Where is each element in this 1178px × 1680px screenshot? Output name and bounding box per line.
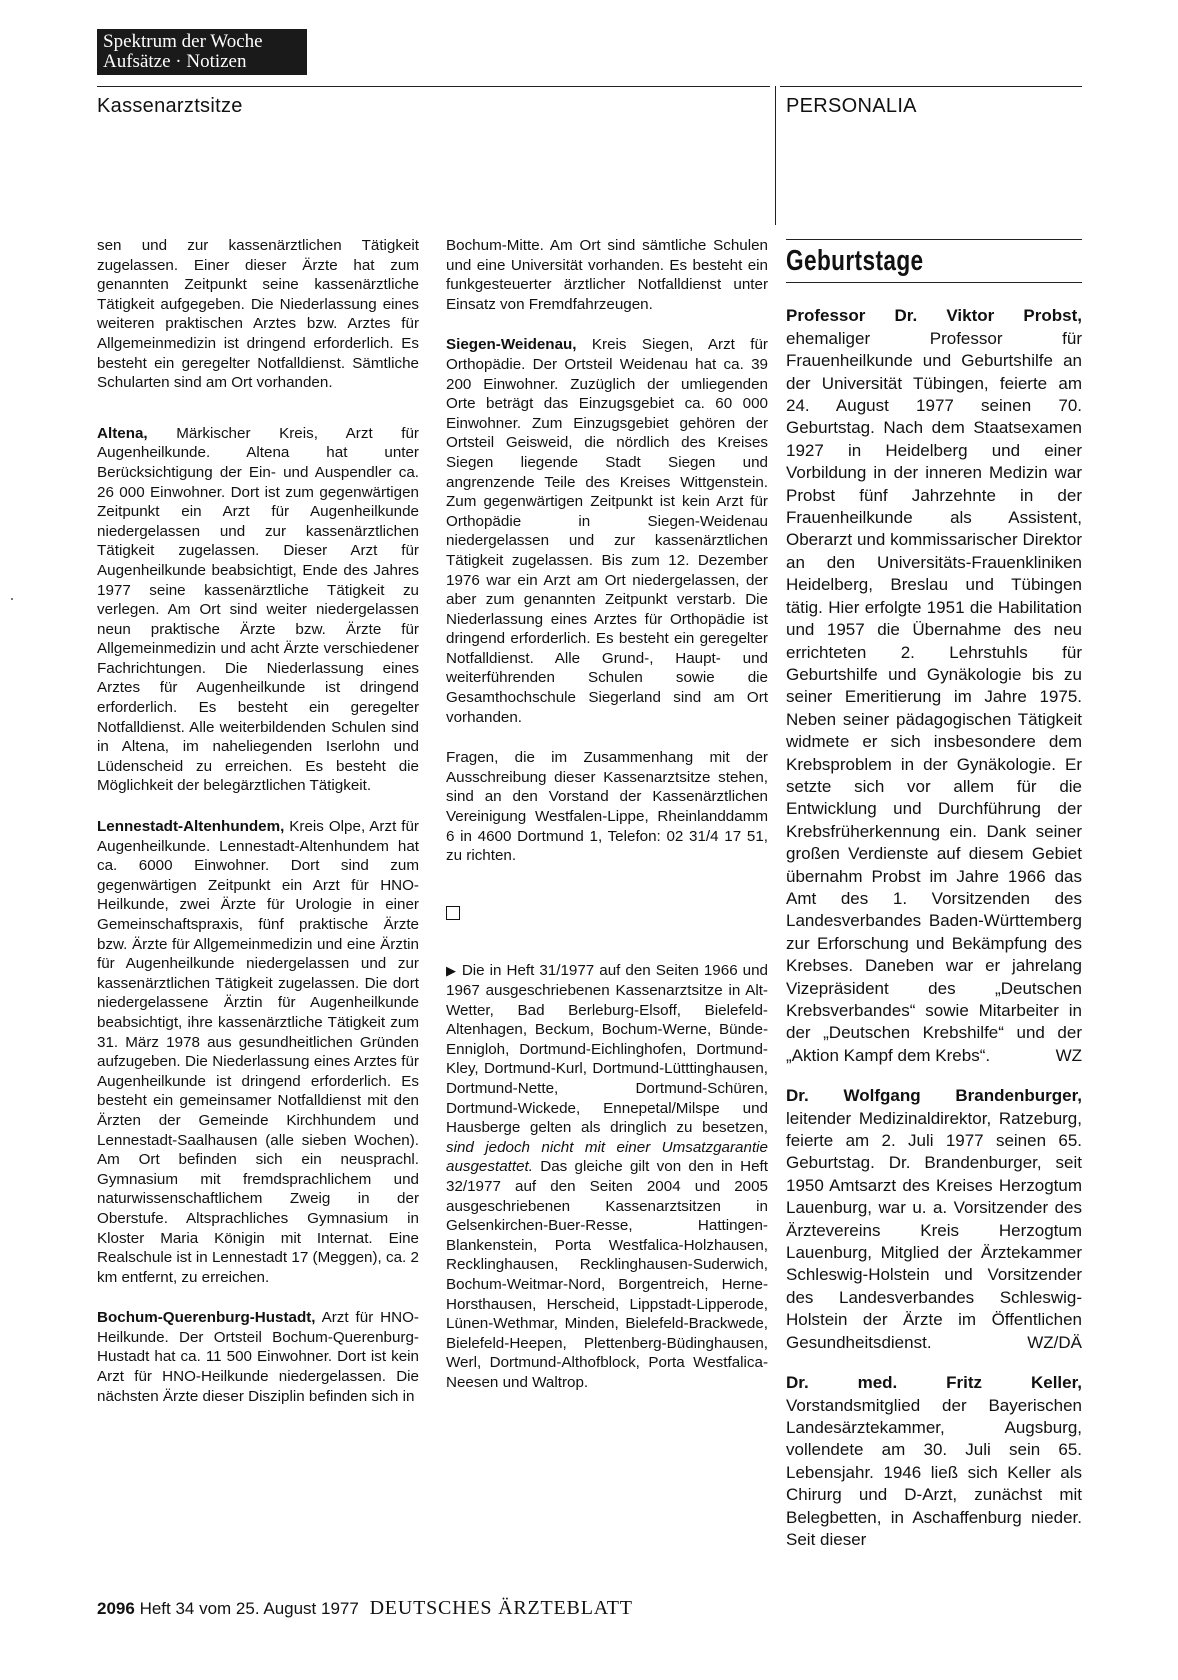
listing-location: Lennestadt-Altenhundem, [97,818,285,836]
section-title-kassenarztsitze: Kassenarztsitze [97,95,243,117]
paragraph [446,236,768,314]
author-signature: WZ [1055,1045,1082,1065]
entry-text: ehemaliger Professor für Frauenheilkunde und Geburtshilfe an der Universität Tübingen, feierte am 24. August 1977 seinen 70. Geburtstag. Nach dem Staatsexamen 1927 in Heidelberg und einer Vorbildung in der inneren Medizin war Probst fünf Jahrzehnte in der Frauenheilkunde als Assistent, Oberarzt und kommissarischer Direktor an den Universitäts-Frauenkliniken Heidelberg, Breslau und Tübingen tätig. Hier erfolgte 1951 die Habilitation und 1957 die Übernahme des neu errichteten 2. Lehrstuhls für Geburtshilfe und Gynäkologie bis zu seiner Emeritierung im Jahre 1975. Neben seiner pädagogischen Tätigkeit widmete er sich insbesondere dem Krebsproblem in der Gynäkologie. Er setzte sich vor allem für die Entwicklung und Durchführung der Krebsfrüherkennung ein. Dank seiner großen Verdienste auf diesem Gebiet übernahm Probst im Jahre 1966 das Amt des 1. Vorsitzenden des Landesverbandes Baden-Württemberg zur Erforschung und Bekämpfung des Krebses. Daneben war er jahrelang Vizepräsident des „Deutschen Krebsverbandes“ sowie Mitarbeiter in der „Deutschen Krebshilfe“ und der „Aktion Kampf dem Krebs“. [786,328,1082,1065]
listing-location: Siegen-Weidenau, [446,336,577,354]
section-title-personalia: PERSONALIA [786,95,917,117]
column-1 [97,236,419,1427]
listing-location: Bochum-Querenburg-Hustadt, [97,1309,316,1327]
notice-emphasis: sind jedoch nicht mit einer Umsatzgarantie ausgestattet. [446,1138,768,1176]
birthday-entry-probst [786,305,1082,1067]
listing-text: Arzt für HNO-Heilkunde. Der Ortsteil Bochum-Querenburg-Hustadt hat ca. 11 500 Einwohner. Dort ist kein Arzt für HNO-Heilkunde niedergelassen. Die nächsten Ärzte dieser Disziplin befinden sich in [97,1309,419,1405]
listing-altena [97,424,419,796]
birthday-entry-keller [786,1372,1082,1551]
person-name: Dr. Wolfgang Brandenburger, [786,1086,1082,1106]
person-name: Professor Dr. Viktor Probst, [786,306,1082,326]
birthday-entry-brandenburger [786,1085,1082,1354]
column-2 [446,236,768,1413]
listing-text: Märkischer Kreis, Arzt für Augenheilkunde. Altena hat unter Berücksichtigung der Ein- und Auspendler ca. 26 000 Einwohner. Dort ist zum gegenwärtigen Zeitpunkt ein Arzt für Augenheilkunde niedergelassen und zur kassenärztlichen Tätigkeit zugelassen. Dieser Arzt für Augenheilkunde beabsichtigt, Ende des Jahres 1977 seine kassenärztliche Tätigkeit zu verlegen. Am Ort sind weiter niedergelassen neun praktische Ärzte bzw. Ärzte für Allgemeinmedizin und acht Ärzte verschiedener Fachrichtungen. Die Niederlassung eines Arztes für Augenheilkunde ist dringend erforderlich. Es besteht ein geregelter Notfalldienst. Alle weiterbildenden Schulen sind in Altena, im naheliegenden Iserlohn und Lüdenscheid zu erreichen. Es besteht die Möglichkeit der belegärztlichen Tätigkeit. [97,424,419,795]
entry-text: leitender Medizinaldirektor, Ratzeburg, feierte am 2. Juli 1977 seinen 65. Geburtstag. Dr. Brandenburger, seit 1950 Amtsarzt des Kreises Herzogtum Lauenburg, war u. a. Vorsitzender des Ärztevereins Kreis Herzogtum Lauenburg, Mitglied der Ärztekammer Schleswig-Holstein und Vorsitzender des Landesverbandes Schleswig-Holstein der Ärzte im Öffentlichen Gesundheitsdienst. [786,1108,1082,1352]
page-footer [97,1597,633,1620]
paragraph-text: Fragen, die im Zusammenhang mit der Ausschreibung dieser Kassenarztsitze stehen, sind an den Vorstand der Kassenärztlichen Vereinigung Westfalen-Lippe, Rheinlanddamm 6 in 4600 Dortmund 1, Telefon: 02 31/4 17 51, zu richten. [446,749,768,865]
end-box-marker [446,906,768,926]
listing-text: Kreis Olpe, Arzt für Augenheilkunde. Lennestadt-Altenhundem hat ca. 6000 Einwohner. Dort sind zum gegenwärtigen Zeitpunkt ein Arzt für HNO-Heilkunde, zwei Ärzte für Urologie in einer Gemeinschaftspraxis, fünf praktische Ärzte bzw. Ärzte für Allgemeinmedizin und eine Ärztin für Augenheilkunde niedergelassen und zur kassenärztlichen Tätigkeit zugelassen. Die dort niedergelassene Ärztin für Augenheilkunde beabsichtigt, ihre kassenärztliche Tätigkeit zum 31. März 1978 aus gesundheitlichen Gründen aufzugeben. Die Niederlassung eines Arztes für Augenheilkunde ist dringend erforderlich. Es besteht ein gemeinsamer Notfalldienst mit den Ärzten der Gemeinde Kirchhundem und Lennestadt-Saalhausen (alle sieben Wochen). Am Ort befinden sich ein neusprachl. Gymnasium mit fremdsprachlichem und naturwissenschaftlichem Zweig in der Oberstufe. Altsprachliches Gymnasium in Kloster Maria Königin mit Internat. Eine Realschule ist in Lennestadt 17 (Meggen), ca. 2 km entfernt, zu erreichen. [97,818,419,1286]
journal-name: DEUTSCHES ÄRZTEBLATT [369,1597,633,1619]
notice-text: Die in Heft 31/1977 auf den Seiten 1966 und 1967 ausgeschriebenen Kassenarztsitze in Alt-Wetter, Bad Berleburg-Elsoff, Bielefeld-Altenhagen, Beckum, Bochum-Werne, Bünde-Ennigloh, Dortmund-Eichlinghofen, Dortmund-Kley, Dortmund-Kurl, Dortmund-Lütttinghausen, Dortmund-Nette, Dortmund-Schüren, Dortmund-Wickede, Ennepetal/Milspe und Hausberge gelten als dringlich zu besetzen, [446,962,769,1137]
person-name: Dr. med. Fritz Keller, [786,1373,1082,1393]
column-3 [786,236,1082,1569]
header-rule-right [780,86,1082,87]
scan-speck [11,598,13,600]
contact-paragraph [446,748,768,866]
triangle-marker-icon: ▶ [446,963,457,979]
square-end-icon [446,906,460,920]
listing-siegen-weidenau [446,335,768,727]
paragraph [97,236,419,393]
notice-text-continued: Das gleiche gilt von den in Heft 32/1977 auf den Seiten 2004 und 2005 ausgeschriebenen Kassenarztsitzen in Gelsenkirchen-Buer-Resse, Hattingen-Blankenstein, Porta Westfalica-Holzhausen, Recklinghausen, Recklinghausen-Suderwich, Bochum-Weitmar-Nord, Borgentreich, Herne-Horsthausen, Herscheid, Lippstadt-Lipperode, Lünen-Wethmar, Minden, Bielefeld-Brackwede, Bielefeld-Heepen, Plettenberg-Büdinghausen, Werl, Dortmund-Althofblock, Porta Westfalica-Neesen und Waltrop. [446,1158,768,1391]
heading-rule-bottom [786,282,1082,283]
heading-geburtstage: Geburtstage [786,245,924,277]
column-divider [775,86,776,225]
header-rule-left [97,86,770,87]
header-box-line2: Aufsätze · Notizen [103,51,247,72]
issue-info: Heft 34 vom 25. August 1977 [139,1599,359,1618]
listing-text: Kreis Siegen, Arzt für Orthopädie. Der Ortsteil Weidenau hat ca. 39 200 Einwohner. Zuzüglich der umliegenden Orte beträgt das Einzugsgebiet ca. 60 000 Einwohner. Zum Einzugsgebiet gehören der Ortsteil Geisweid, die nördlich des Kreises Siegen liegende Stadt Siegen und angrenzende Teile des Kreises Wittgenstein. Zum gegenwärtigen Zeitpunkt ist kein Arzt für Orthopädie in Siegen-Weidenau niedergelassen und zur kassenärztlichen Tätigkeit zugelassen. Bis zum 12. Dezember 1976 war ein Arzt am Ort niedergelassen, der aber zum genannten Zeitpunkt verstarb. Die Niederlassung eines Arztes für Orthopädie ist dringend erforderlich. Es besteht ein geregelter Notfalldienst. Alle Grund-, Haupt- und weiterführenden Schulen sowie die Gesamthochschule Siegerland sind am Ort vorhanden. [446,336,768,726]
page-number: 2096 [97,1599,135,1618]
entry-text: Vorstandsmitglied der Bayerischen Landesärztekammer, Augsburg, vollendete am 30. Juli sein 65. Lebensjahr. 1946 ließ sich Keller als Chirurg und D-Arzt, zunächst mit Belegbetten, in Aschaffenburg nieder. Seit dieser [786,1395,1082,1549]
heading-rule-top [786,239,1082,240]
paragraph-text: Bochum-Mitte. Am Ort sind sämtliche Schulen und eine Universität vorhanden. Es besteht ein funkgesteuerter ärztlicher Notfalldienst unter Einsatz von Fremdfahrzeugen. [446,237,768,313]
author-signature: WZ/DÄ [1027,1332,1082,1352]
paragraph-text: sen und zur kassenärztlichen Tätigkeit zugelassen. Einer dieser Ärzte hat zum genannten Zeitpunkt seine kassenärztliche Tätigkeit aufgegeben. Die Niederlassung eines weiteren praktischen Arztes bzw. Arztes für Allgemeinmedizin ist dringend erforderlich. Es besteht ein geregelter Notfalldienst. Sämtliche Schularten sind am Ort vorhanden. [97,237,419,392]
listing-lennestadt [97,817,419,1287]
listing-location: Altena, [97,424,148,442]
section-header-box [97,29,307,75]
notice-paragraph [446,961,768,1392]
header-box-line1: Spektrum der Woche [103,31,263,52]
listing-bochum-querenburg [97,1308,419,1406]
